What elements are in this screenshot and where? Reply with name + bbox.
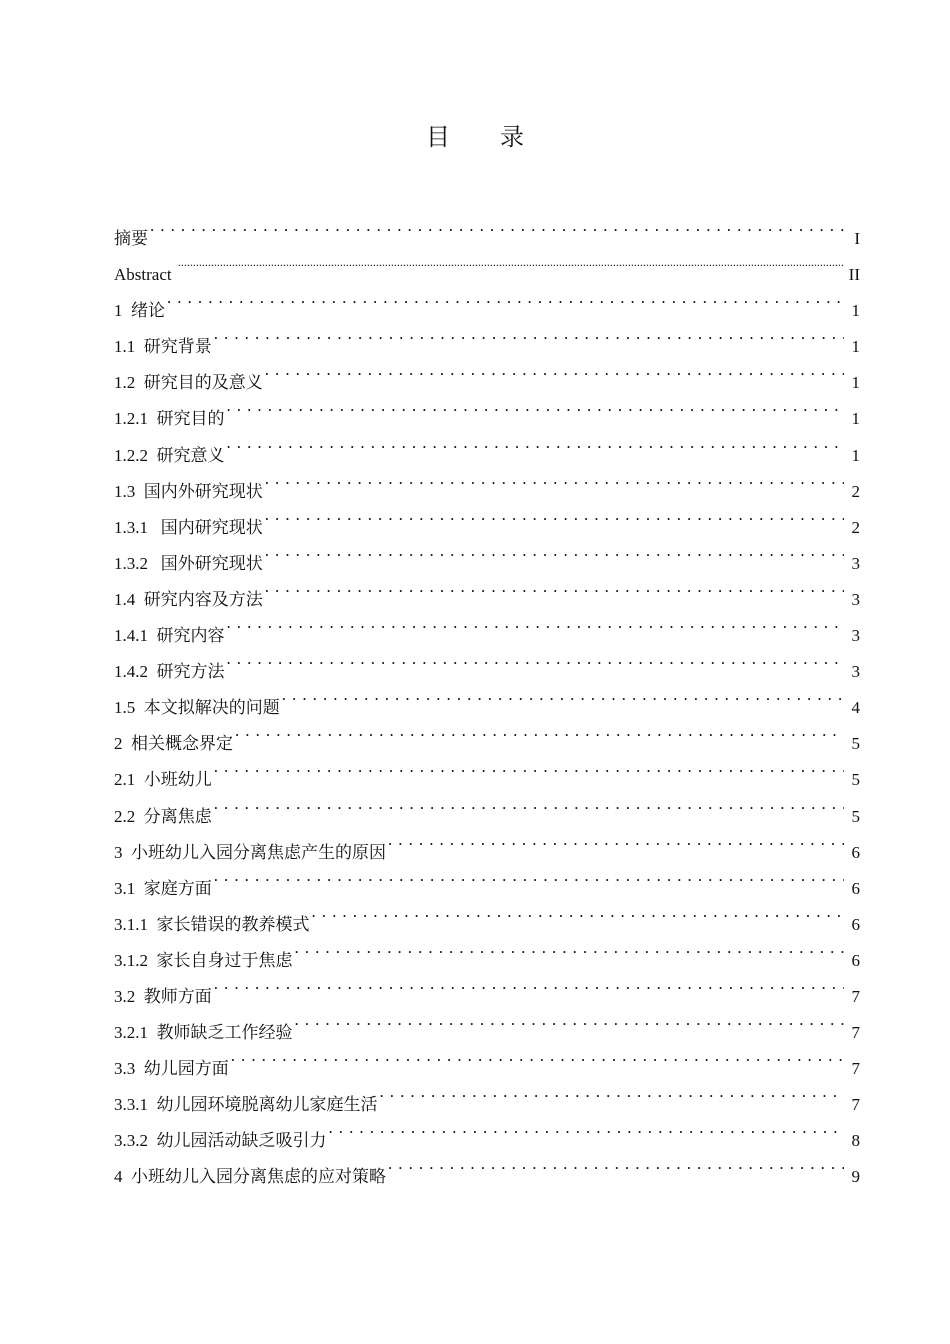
toc-entry-page-number: 6 bbox=[851, 950, 860, 970]
toc-dot-leader bbox=[227, 605, 845, 641]
toc-entry-page-number: 4 bbox=[851, 698, 860, 718]
toc-entry-label: 1.2.1 研究目的 bbox=[114, 409, 225, 429]
toc-entry-label: 3.2.1 教师缺乏工作经验 bbox=[114, 1023, 293, 1043]
toc-entry-label: 摘要 bbox=[114, 229, 148, 248]
toc-entry-page-number: 1 bbox=[851, 409, 860, 429]
toc-entry[interactable] bbox=[114, 605, 860, 646]
toc-entry-label: Abstract bbox=[114, 265, 176, 285]
toc-dot-leader bbox=[214, 966, 844, 1002]
toc-entry-label: 1.4 研究内容及方法 bbox=[114, 589, 263, 609]
toc-dot-leader bbox=[329, 1110, 845, 1146]
toc-entry[interactable] bbox=[114, 208, 860, 248]
toc-dot-leader bbox=[231, 1038, 844, 1074]
toc-dot-leader bbox=[214, 786, 844, 822]
toc-entry-page-number: 5 bbox=[851, 770, 860, 790]
toc-dot-leader bbox=[295, 1002, 845, 1038]
toc-dot-leader bbox=[388, 1146, 844, 1182]
toc-entry[interactable] bbox=[114, 280, 860, 321]
toc-entry[interactable] bbox=[114, 894, 860, 934]
toc-entry-page-number: 5 bbox=[851, 734, 860, 754]
toc-entry-label: 2 相关概念界定 bbox=[114, 734, 233, 754]
toc-entry-page-number: 5 bbox=[851, 806, 860, 826]
toc-dot-leader bbox=[167, 280, 844, 316]
toc-entry-label: 3.1.2 家长自身过于焦虑 bbox=[114, 950, 293, 970]
toc-entry-label: 4 小班幼儿入园分离焦虑的应对策略 bbox=[114, 1167, 386, 1187]
toc-dot-leader bbox=[265, 497, 844, 533]
toc-entry-page-number: 6 bbox=[851, 842, 860, 862]
toc-dot-leader bbox=[214, 749, 844, 785]
toc-entry-label: 1.5 本文拟解决的问题 bbox=[114, 698, 280, 718]
toc-dot-leader bbox=[380, 1074, 845, 1110]
toc-entry-page-number: 9 bbox=[851, 1167, 860, 1187]
table-of-contents bbox=[114, 208, 860, 1187]
toc-dot-leader bbox=[295, 930, 845, 966]
toc-entry-label: 3 小班幼儿入园分离焦虑产生的原因 bbox=[114, 842, 386, 862]
toc-entry-page-number: 1 bbox=[851, 373, 860, 393]
toc-entry-page-number: 3 bbox=[851, 626, 860, 646]
toc-entry[interactable] bbox=[114, 822, 860, 862]
toc-dot-leader bbox=[227, 388, 845, 424]
toc-entry-label: 3.1 家庭方面 bbox=[114, 878, 212, 898]
toc-dot-leader bbox=[388, 822, 844, 858]
toc-dot-leader bbox=[265, 461, 844, 497]
toc-entry-label: 1.3 国内外研究现状 bbox=[114, 481, 263, 501]
toc-entry-page-number: 7 bbox=[851, 986, 860, 1006]
toc-entry-page-number: 1 bbox=[851, 445, 860, 465]
toc-dot-leader bbox=[214, 316, 844, 352]
toc-entry-label: 1.3.2 国外研究现状 bbox=[114, 553, 263, 573]
toc-dot-leader bbox=[150, 208, 844, 244]
toc-entry-label: 1 绪论 bbox=[114, 301, 165, 321]
toc-entry-label: 2.1 小班幼儿 bbox=[114, 770, 212, 790]
toc-entry-page-number: I bbox=[854, 229, 860, 248]
toc-entry-page-number: 7 bbox=[851, 1059, 860, 1079]
toc-dot-leader bbox=[265, 352, 844, 388]
toc-entry-label: 3.3.1 幼儿园环境脱离幼儿家庭生活 bbox=[114, 1095, 378, 1115]
toc-entry-label: 3.3 幼儿园方面 bbox=[114, 1059, 229, 1079]
toc-entry-label: 1.2 研究目的及意义 bbox=[114, 373, 263, 393]
toc-dot-leader bbox=[265, 533, 844, 569]
toc-dot-leader bbox=[214, 858, 844, 894]
toc-entry[interactable] bbox=[114, 388, 860, 429]
toc-entry[interactable] bbox=[114, 966, 860, 1006]
toc-entry[interactable] bbox=[114, 316, 860, 357]
toc-dot-leader bbox=[227, 425, 845, 461]
toc-entry-page-number: 8 bbox=[851, 1131, 860, 1151]
toc-entry-page-number: 6 bbox=[851, 878, 860, 898]
toc-entry[interactable] bbox=[114, 352, 860, 393]
toc-entry-page-number: 7 bbox=[851, 1023, 860, 1043]
toc-entry-page-number: 1 bbox=[851, 337, 860, 357]
toc-entry-label: 1.4.1 研究内容 bbox=[114, 626, 225, 646]
toc-entry[interactable] bbox=[114, 749, 860, 790]
page-title: 目 录 bbox=[426, 125, 546, 151]
toc-entry[interactable] bbox=[114, 641, 860, 682]
toc-dot-leader bbox=[282, 677, 844, 713]
toc-dot-leader bbox=[265, 569, 844, 605]
toc-entry[interactable] bbox=[114, 677, 860, 718]
toc-entry[interactable] bbox=[114, 461, 860, 501]
toc-dot-leader bbox=[235, 713, 844, 749]
toc-dot-leader bbox=[178, 244, 844, 280]
toc-entry[interactable] bbox=[114, 858, 860, 898]
toc-entry-page-number: 3 bbox=[851, 589, 860, 609]
toc-entry-label: 2.2 分离焦虑 bbox=[114, 806, 212, 826]
toc-entry-page-number: 3 bbox=[851, 662, 860, 682]
toc-entry-page-number: 7 bbox=[851, 1095, 860, 1115]
toc-entry-page-number: II bbox=[848, 265, 860, 285]
toc-dot-leader bbox=[227, 641, 845, 677]
toc-entry-page-number: 2 bbox=[851, 517, 860, 537]
toc-entry-label: 1.1 研究背景 bbox=[114, 337, 212, 357]
toc-entry[interactable] bbox=[114, 1002, 860, 1043]
toc-dot-leader bbox=[312, 894, 845, 930]
toc-entry[interactable] bbox=[114, 244, 860, 285]
toc-entry-label: 3.1.1 家长错误的教养模式 bbox=[114, 914, 310, 934]
toc-entry-page-number: 2 bbox=[851, 481, 860, 501]
toc-entry-label: 3.2 教师方面 bbox=[114, 986, 212, 1006]
toc-entry[interactable] bbox=[114, 786, 860, 826]
toc-entry-label: 3.3.2 幼儿园活动缺乏吸引力 bbox=[114, 1131, 327, 1151]
toc-entry-page-number: 1 bbox=[851, 301, 860, 321]
toc-entry-page-number: 6 bbox=[851, 914, 860, 934]
toc-entry-label: 1.3.1 国内研究现状 bbox=[114, 517, 263, 537]
toc-entry-label: 1.2.2 研究意义 bbox=[114, 445, 225, 465]
toc-entry-page-number: 3 bbox=[851, 553, 860, 573]
toc-entry[interactable] bbox=[114, 425, 860, 465]
toc-entry-label: 1.4.2 研究方法 bbox=[114, 662, 225, 682]
